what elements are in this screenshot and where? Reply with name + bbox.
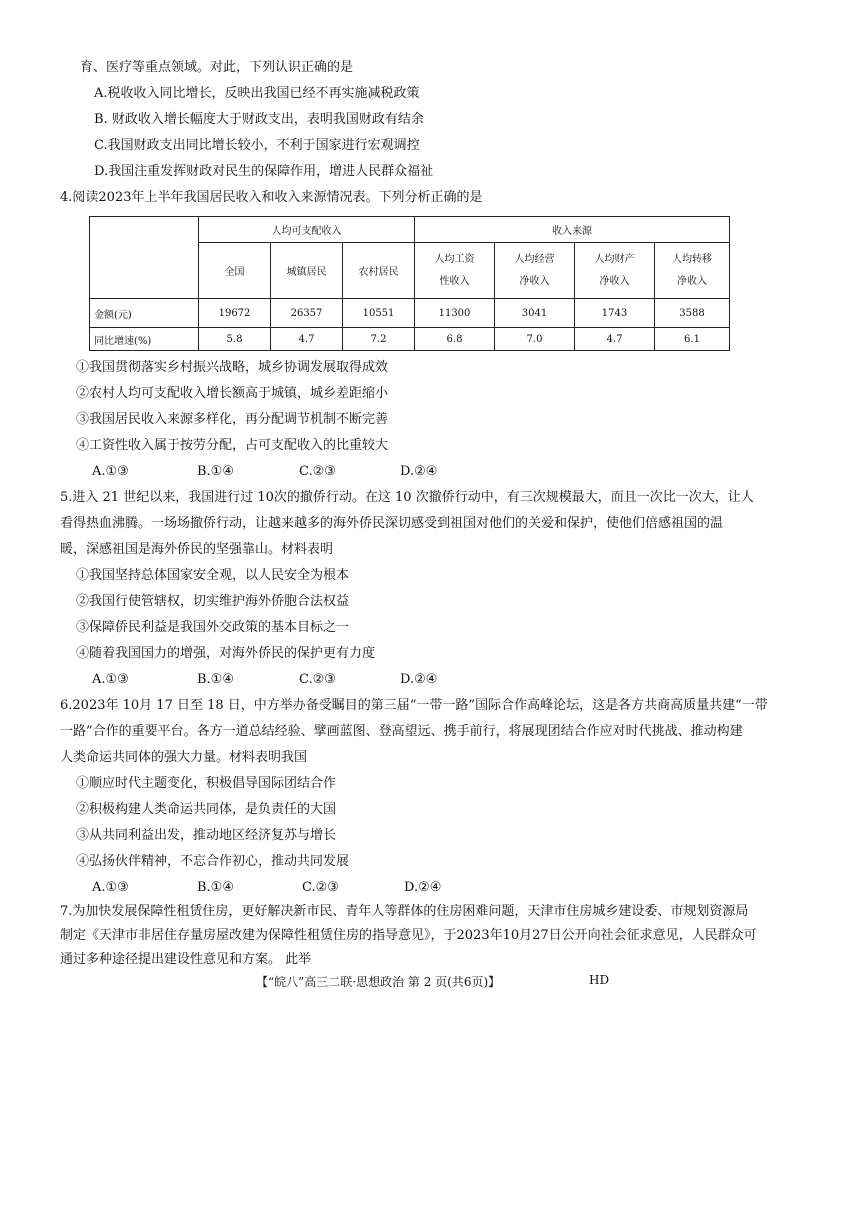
q5-statement-2: ②我国行使管辖权，切实维护海外侨胞合法权益 <box>76 594 350 609</box>
q5-options <box>0 672 867 688</box>
question-6-stem-3: 人类命运共同体的强大力量。材料表明我国 <box>60 750 308 765</box>
option-b: B.①④ <box>197 464 234 479</box>
q6-statement-1: ①顺应时代主题变化，积极倡导国际团结合作 <box>76 776 337 791</box>
table-col-header: 城镇居民 <box>271 243 343 299</box>
option-c: C.②③ <box>299 672 336 687</box>
table-group-header: 人均可支配收入 <box>199 217 415 243</box>
option-c: C.②③ <box>302 880 339 895</box>
table-corner-cell <box>90 217 199 299</box>
table-cell: 11300 <box>415 299 495 328</box>
option-b: B.①④ <box>197 880 234 895</box>
table-cell: 5.8 <box>199 328 271 351</box>
option-a: A.①③ <box>92 880 129 895</box>
table-col-header: 人均工资 性收入 <box>415 243 495 299</box>
q4-statement-1: ①我国贯彻落实乡村振兴战略，城乡协调发展取得成效 <box>76 360 389 375</box>
table-cell: 7.0 <box>495 328 575 351</box>
q4-statement-3: ③我国居民收入来源多样化，再分配调节机制不断完善 <box>76 412 389 427</box>
table-row-label: 金额(元) <box>90 299 199 328</box>
option-a: A.①③ <box>92 672 129 687</box>
q3-option-b: B. 财政收入增长幅度大于财政支出，表明我国财政有结余 <box>94 112 424 127</box>
q5-statement-1: ①我国坚持总体国家安全观，以人民安全为根本 <box>76 568 350 583</box>
q3-option-d: D.我国注重发挥财政对民生的保障作用，增进人民群众福祉 <box>94 164 434 179</box>
table-cell: 10551 <box>343 299 415 328</box>
question-5-stem-3: 暖，深感祖国是海外侨民的坚强靠山。材料表明 <box>60 542 334 557</box>
page-footer: 【“皖八”高三二联·思想政治 第 2 页(共6页)】 <box>256 975 501 989</box>
question-3-stem-end: 育、医疗等重点领域。对此，下列认识正确的是 <box>80 60 354 75</box>
table-row <box>90 328 730 351</box>
option-b: B.①④ <box>197 672 234 687</box>
table-cell: 19672 <box>199 299 271 328</box>
table-cell: 4.7 <box>271 328 343 351</box>
q4-statement-4: ④工资性收入属于按劳分配，占可支配收入的比重较大 <box>76 438 389 453</box>
question-7-stem-1: 7.为加快发展保障性租赁住房，更好解决新市民、青年人等群体的住房困难问题，天津市住房城乡建设委、市规划资源局 <box>60 904 749 919</box>
question-6-stem-2: 一路”合作的重要平台。各方一道总结经验、擘画蓝图、登高望远、携手前行，将展现团结合作应对时代挑战、推动构建 <box>60 724 743 739</box>
table-col-header: 农村居民 <box>343 243 415 299</box>
table-cell: 6.1 <box>655 328 730 351</box>
q6-statement-2: ②积极构建人类命运共同体，是负责任的大国 <box>76 802 337 817</box>
table-cell: 7.2 <box>343 328 415 351</box>
option-c: C.②③ <box>299 464 336 479</box>
table-col-header: 人均财产 净收入 <box>575 243 655 299</box>
q3-option-a: A.税收收入同比增长，反映出我国已经不再实施减税政策 <box>94 86 420 101</box>
option-d: D.②④ <box>404 880 442 895</box>
table-cell: 4.7 <box>575 328 655 351</box>
option-a: A.①③ <box>92 464 129 479</box>
table-cell: 3041 <box>495 299 575 328</box>
table-cell: 26357 <box>271 299 343 328</box>
table-cell: 1743 <box>575 299 655 328</box>
question-5-stem-1: 5.进入 21 世纪以来，我国进行过 10次的撤侨行动。在这 10 次撤侨行动中，有三次规模最大，而且一次比一次大，让人 <box>60 490 754 505</box>
q4-options <box>0 464 867 480</box>
table-row <box>90 299 730 328</box>
table-cell: 3588 <box>655 299 730 328</box>
question-7-stem-3: 通过多种途径提出建设性意见和方案。 此举 <box>60 952 312 967</box>
table-row-label: 同比增速(%) <box>90 328 199 351</box>
q6-options <box>0 880 867 896</box>
page-footer-code: HD <box>589 973 610 987</box>
question-7-stem-2: 制定《天津市非居住存量房屋改建为保障性租赁住房的指导意见》，于2023年10月27日公开向社会征求意见，人民群众可 <box>60 928 757 943</box>
q6-statement-4: ④弘扬伙伴精神，不忘合作初心，推动共同发展 <box>76 854 350 869</box>
question-4-stem: 4.阅读2023年上半年我国居民收入和收入来源情况表。下列分析正确的是 <box>60 190 483 205</box>
q5-statement-4: ④随着我国国力的增强，对海外侨民的保护更有力度 <box>76 646 376 661</box>
income-table <box>89 216 730 351</box>
q6-statement-3: ③从共同利益出发，推动地区经济复苏与增长 <box>76 828 337 843</box>
table-col-header: 人均经营 净收入 <box>495 243 575 299</box>
option-d: D.②④ <box>400 464 438 479</box>
table-col-header: 全国 <box>199 243 271 299</box>
table-group-header: 收入来源 <box>415 217 730 243</box>
table-cell: 6.8 <box>415 328 495 351</box>
question-5-stem-2: 看得热血沸腾。一场场撤侨行动，让越来越多的海外侨民深切感受到祖国对他们的关爱和保护，使他们倍感祖国的温 <box>60 516 724 531</box>
q4-statement-2: ②农村人均可支配收入增长额高于城镇，城乡差距缩小 <box>76 386 389 401</box>
q5-statement-3: ③保障侨民利益是我国外交政策的基本目标之一 <box>76 620 350 635</box>
table-col-header: 人均转移 净收入 <box>655 243 730 299</box>
question-6-stem-1: 6.2023年 10月 17 日至 18 日，中方举办备受瞩目的第三届“一带一路”国际合作高峰论坛，这是各方共商高质量共建“一带 <box>60 698 768 713</box>
option-d: D.②④ <box>400 672 438 687</box>
q3-option-c: C.我国财政支出同比增长较小，不利于国家进行宏观调控 <box>94 138 420 153</box>
